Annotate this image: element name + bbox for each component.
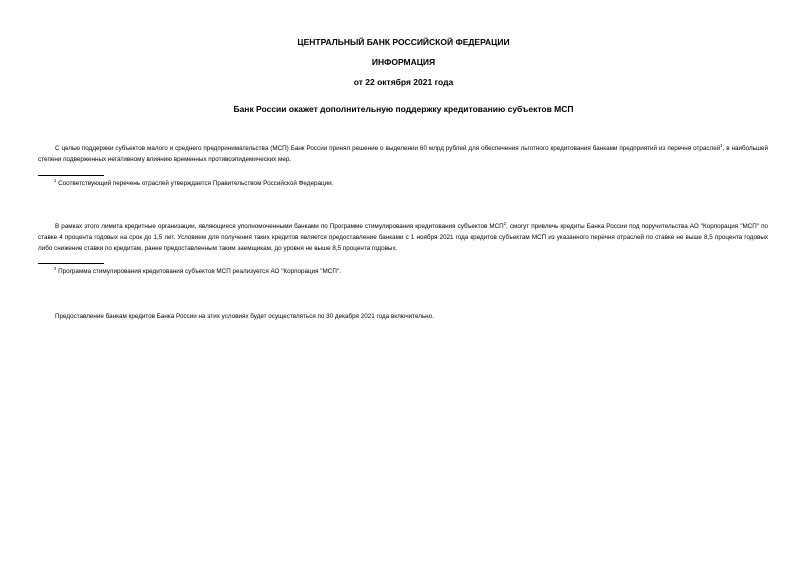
paragraph-2-text-a: В рамках этого лимита кредитные организации, являющиеся уполномоченными банками по Программе стимулирования кредитования субъектов МСП xyxy=(55,223,504,230)
document-type: ИНФОРМАЦИЯ xyxy=(371,57,436,67)
footnote-1 xyxy=(54,179,333,189)
paragraph-1-text-a: С целью поддержки субъектов малого и среднего предпринимательства (МСП) Банк России принял решение о выделении 60 млрд рублей для обеспечения льготного кредитования банками предприятий из перечня отраслей xyxy=(55,145,721,152)
footnote-separator-2 xyxy=(38,263,104,264)
document-date: от 22 октября 2021 года xyxy=(353,77,454,87)
issuer-name: ЦЕНТРАЛЬНЫЙ БАНК РОССИЙСКОЙ ФЕДЕРАЦИИ xyxy=(297,37,510,47)
footnote-2-mark: 2 xyxy=(54,265,57,271)
paragraph-1-text-b: , в наибольшей степени подверженных негативному влиянию временных противоэпидемических мер. xyxy=(38,145,768,164)
footnote-ref-1: 1 xyxy=(720,142,723,148)
paragraph-1 xyxy=(38,143,768,165)
paragraph-2 xyxy=(38,221,768,255)
footnote-2 xyxy=(54,267,341,277)
footnote-2-text: Программа стимулирования кредитования субъектов МСП реализуется АО "Корпорация "МСП". xyxy=(58,268,341,275)
paragraph-2-text-b: , смогут привлечь кредиты Банка России под поручительства АО "Корпорация "МСП" по ставке 4 процента годовых на срок до 1,5 лет. Условием для получения таких кредитов является предоставление банками с 1 ноября 2021 года кредитов субъектам МСП из указанного перечня отраслей по ставке не выше 8,5 процента годовых либо снижение ставки по кредитам, ранее предоставленным таким заемщикам, до уровня не выше 8,5 процента годовых. xyxy=(38,223,768,253)
footnote-1-text: Соответствующий перечень отраслей утверждается Правительством Российской Федерации. xyxy=(58,180,334,187)
paragraph-3: Предоставление банкам кредитов Банка России на этих условиях будет осуществляться по 30 декабря 2021 года включительно. xyxy=(55,313,434,320)
footnote-separator-1 xyxy=(38,175,104,176)
footnote-1-mark: 1 xyxy=(54,177,57,183)
document-title: Банк России окажет дополнительную поддержку кредитованию субъектов МСП xyxy=(233,104,574,114)
footnote-ref-2: 2 xyxy=(503,220,507,226)
